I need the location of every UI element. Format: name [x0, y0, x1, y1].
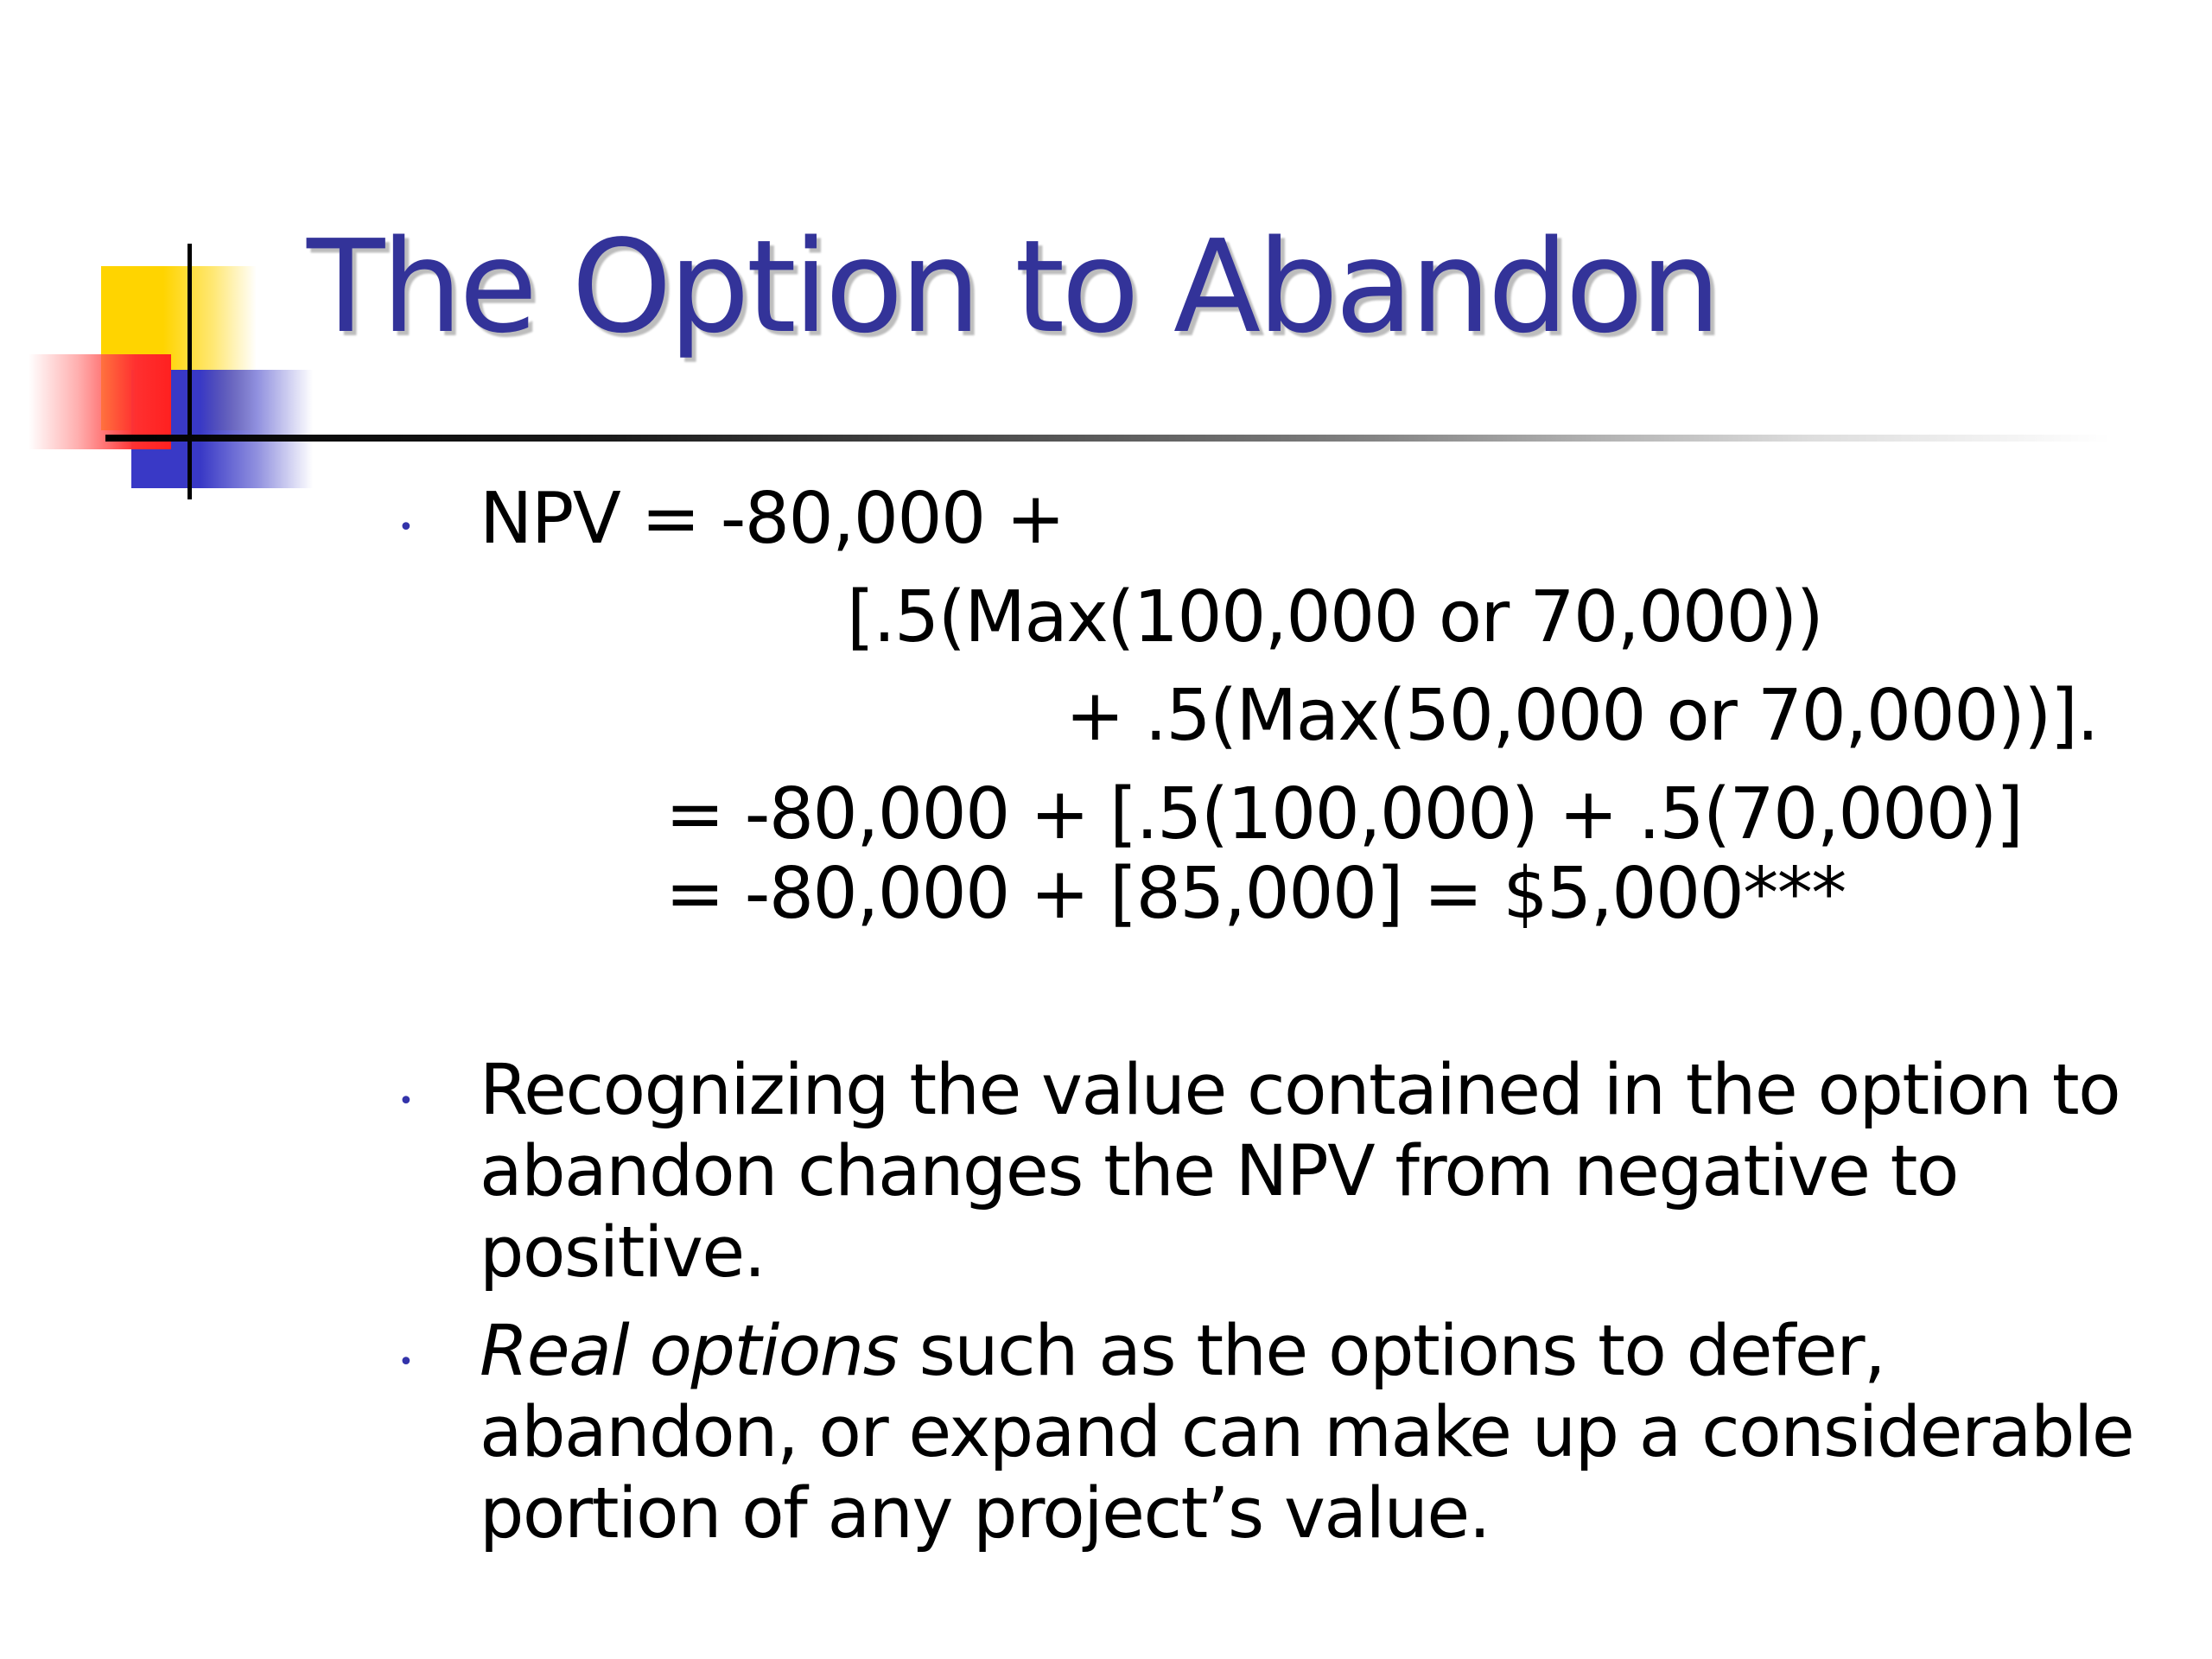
- equation-line-5: = -80,000 + [85,000] = $5,000***: [665, 853, 1846, 935]
- bullet-dot: •: [398, 1347, 414, 1377]
- bullet-dot: •: [398, 512, 414, 543]
- decor-vertical-line: [188, 244, 192, 499]
- equation-line-3: + .5(Max(50,000 or 70,000))].: [1065, 675, 2098, 757]
- slide-title: The Option to Abandon: [307, 213, 1718, 361]
- bullet-2-line-1: Recognizing the value contained in the option to: [480, 1050, 2120, 1131]
- bullet-real-options: [480, 1311, 2133, 1554]
- bullet-3-line-1-rest: such as the options to defer,: [898, 1311, 1885, 1392]
- title-underline: [105, 435, 2110, 442]
- bullet-abandon-value: [480, 1050, 2120, 1294]
- bullet-3-line-2: abandon, or expand can make up a considerable: [480, 1392, 2134, 1473]
- equation-line-1: NPV = -80,000 +: [480, 478, 1065, 560]
- bullet-2-line-3: positive.: [480, 1212, 765, 1294]
- equation-line-4: = -80,000 + [.5(100,000) + .5(70,000)]: [665, 773, 2023, 855]
- bullet-dot: •: [398, 1086, 414, 1116]
- bullet-2-line-2: abandon changes the NPV from negative to: [480, 1131, 1958, 1212]
- real-options-term: Real options: [480, 1311, 899, 1392]
- equation-line-2: [.5(Max(100,000 or 70,000)): [847, 576, 1823, 658]
- bullet-3-line-3: portion of any project’s value.: [480, 1473, 1490, 1554]
- bullet-3-line-1: [480, 1311, 2133, 1392]
